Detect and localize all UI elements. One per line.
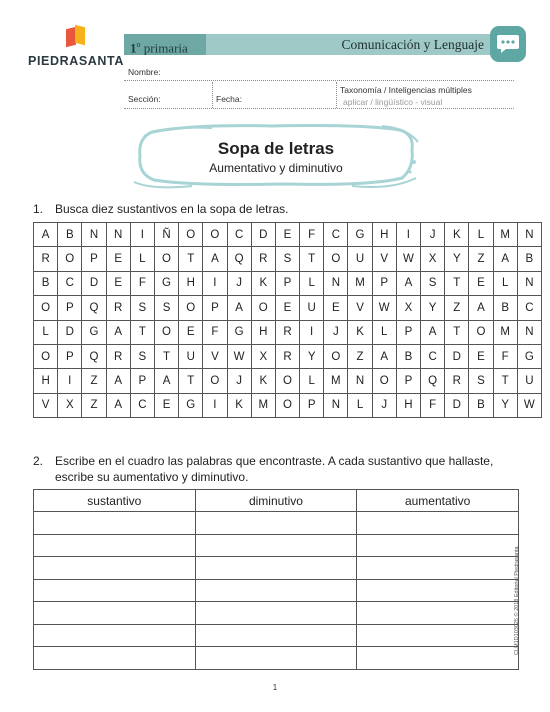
- letter-cell[interactable]: D: [445, 393, 469, 417]
- section-label: Sección:: [128, 94, 161, 104]
- letter-cell[interactable]: V: [348, 296, 372, 320]
- letter-cell[interactable]: L: [493, 271, 517, 295]
- grade-label: [124, 34, 206, 55]
- answer-row: [34, 624, 519, 647]
- grid-row: [34, 369, 542, 393]
- letter-cell[interactable]: H: [179, 271, 203, 295]
- letter-cell[interactable]: S: [130, 344, 154, 368]
- letter-cell[interactable]: K: [445, 223, 469, 247]
- letter-cell[interactable]: A: [106, 369, 130, 393]
- letter-cell[interactable]: O: [372, 369, 396, 393]
- letter-cell[interactable]: D: [251, 223, 275, 247]
- letter-cell[interactable]: M: [324, 369, 348, 393]
- answer-cell[interactable]: [357, 579, 519, 602]
- letter-cell[interactable]: K: [348, 320, 372, 344]
- column-header: sustantivo: [34, 490, 196, 512]
- letter-cell[interactable]: A: [493, 247, 517, 271]
- letter-cell[interactable]: V: [34, 393, 58, 417]
- letter-cell[interactable]: B: [58, 223, 82, 247]
- chat-bubble-icon: [490, 26, 526, 62]
- letter-cell[interactable]: O: [275, 393, 299, 417]
- answer-row: [34, 557, 519, 580]
- letter-cell[interactable]: B: [34, 271, 58, 295]
- letter-cell[interactable]: D: [82, 271, 106, 295]
- letter-cell[interactable]: J: [372, 393, 396, 417]
- answer-row: [34, 602, 519, 625]
- worksheet-title: Sopa de letras: [217, 139, 335, 158]
- worksheet-subtitle: Aumentativo y diminutivo: [209, 161, 343, 175]
- letter-cell[interactable]: N: [517, 223, 541, 247]
- letter-cell[interactable]: E: [179, 320, 203, 344]
- answer-cell[interactable]: [195, 624, 357, 647]
- answer-row: [34, 647, 519, 670]
- letter-cell[interactable]: X: [251, 344, 275, 368]
- letter-cell[interactable]: L: [300, 369, 324, 393]
- answer-cell[interactable]: [357, 512, 519, 535]
- letter-cell[interactable]: G: [154, 271, 178, 295]
- letter-cell[interactable]: B: [469, 393, 493, 417]
- letter-cell[interactable]: O: [58, 247, 82, 271]
- answer-cell[interactable]: [34, 602, 196, 625]
- letter-cell[interactable]: Q: [82, 296, 106, 320]
- letter-cell[interactable]: P: [58, 296, 82, 320]
- letter-cell[interactable]: G: [348, 223, 372, 247]
- exercise-text-line1: Escribe en el cuadro las palabras que encontraste. A cada sustantivo que hallaste,: [55, 454, 494, 468]
- answer-cell[interactable]: [357, 557, 519, 580]
- letter-cell[interactable]: U: [179, 344, 203, 368]
- answer-cell[interactable]: [34, 534, 196, 557]
- letter-cell[interactable]: Ñ: [154, 223, 178, 247]
- column-header: aumentativo: [357, 490, 519, 512]
- letter-cell[interactable]: K: [251, 271, 275, 295]
- answer-cell[interactable]: [195, 602, 357, 625]
- answer-cell[interactable]: [357, 602, 519, 625]
- letter-cell[interactable]: R: [106, 296, 130, 320]
- letter-cell[interactable]: U: [348, 247, 372, 271]
- divider: [336, 82, 337, 108]
- letter-cell[interactable]: X: [421, 247, 445, 271]
- letter-cell[interactable]: O: [275, 369, 299, 393]
- answer-cell[interactable]: [195, 557, 357, 580]
- subject-title: Comunicación y Lenguaje: [341, 37, 484, 52]
- answer-cell[interactable]: [34, 647, 196, 670]
- answer-cell[interactable]: [34, 557, 196, 580]
- answer-cell[interactable]: [34, 512, 196, 535]
- letter-cell[interactable]: P: [372, 271, 396, 295]
- letter-cell[interactable]: S: [421, 271, 445, 295]
- letter-cell[interactable]: I: [130, 223, 154, 247]
- letter-cell[interactable]: F: [493, 344, 517, 368]
- letter-cell[interactable]: O: [154, 320, 178, 344]
- letter-cell[interactable]: G: [227, 320, 251, 344]
- answer-row: [34, 579, 519, 602]
- letter-cell[interactable]: O: [203, 369, 227, 393]
- letter-cell[interactable]: N: [324, 393, 348, 417]
- letter-cell[interactable]: H: [372, 223, 396, 247]
- letter-cell[interactable]: C: [58, 271, 82, 295]
- letter-cell[interactable]: G: [82, 320, 106, 344]
- letter-cell[interactable]: E: [469, 344, 493, 368]
- letter-cell[interactable]: Q: [421, 369, 445, 393]
- letter-cell[interactable]: O: [251, 296, 275, 320]
- letter-cell[interactable]: N: [517, 271, 541, 295]
- letter-cell[interactable]: R: [275, 320, 299, 344]
- copyright-code: CLM1D103025 © 2018 Editorial Piedrasanta: [514, 546, 520, 655]
- letter-cell[interactable]: H: [251, 320, 275, 344]
- letter-cell[interactable]: T: [493, 369, 517, 393]
- letter-cell[interactable]: A: [227, 296, 251, 320]
- column-header: diminutivo: [195, 490, 357, 512]
- grid-row: [34, 344, 542, 368]
- letter-cell[interactable]: M: [493, 320, 517, 344]
- letter-cell[interactable]: C: [227, 223, 251, 247]
- letter-cell[interactable]: P: [58, 344, 82, 368]
- letter-cell[interactable]: H: [34, 369, 58, 393]
- letter-cell[interactable]: R: [106, 344, 130, 368]
- grade-word: primaria: [143, 40, 188, 56]
- name-field[interactable]: [124, 80, 514, 81]
- brand-name: PIEDRASANTA: [28, 54, 124, 68]
- exercise-number: 2.: [33, 454, 44, 468]
- letter-cell[interactable]: R: [34, 247, 58, 271]
- letter-cell[interactable]: P: [130, 369, 154, 393]
- letter-cell[interactable]: O: [154, 247, 178, 271]
- letter-cell[interactable]: E: [106, 271, 130, 295]
- letter-cell[interactable]: N: [106, 223, 130, 247]
- letter-cell[interactable]: J: [227, 369, 251, 393]
- letter-cell[interactable]: E: [275, 223, 299, 247]
- letter-cell[interactable]: P: [396, 369, 420, 393]
- letter-cell[interactable]: O: [179, 223, 203, 247]
- exercise-2-instruction: [33, 453, 493, 485]
- taxonomy-label: Taxonomía / Inteligencias múltiples: [340, 85, 472, 95]
- publisher-logo: [28, 26, 124, 68]
- exercise-text-line2: escribe su aumentativo y diminutivo.: [55, 470, 249, 484]
- letter-cell[interactable]: L: [300, 271, 324, 295]
- letter-cell[interactable]: U: [517, 369, 541, 393]
- grade-number: 1: [130, 40, 137, 56]
- answer-row: [34, 512, 519, 535]
- letter-cell[interactable]: P: [300, 393, 324, 417]
- answer-cell[interactable]: [357, 534, 519, 557]
- letter-cell[interactable]: F: [421, 393, 445, 417]
- letter-cell[interactable]: H: [396, 393, 420, 417]
- date-label: Fecha:: [216, 94, 242, 104]
- exercise-text: Busca diez sustantivos en la sopa de letras.: [55, 202, 289, 216]
- answer-table: [33, 489, 519, 670]
- letter-cell[interactable]: Z: [82, 369, 106, 393]
- letter-cell[interactable]: R: [275, 344, 299, 368]
- letter-cell[interactable]: P: [396, 320, 420, 344]
- letter-cell[interactable]: W: [372, 296, 396, 320]
- letter-cell[interactable]: L: [130, 247, 154, 271]
- grid-row: [34, 247, 542, 271]
- letter-cell[interactable]: O: [203, 223, 227, 247]
- letter-cell[interactable]: Q: [82, 344, 106, 368]
- letter-cell[interactable]: Y: [421, 296, 445, 320]
- letter-cell[interactable]: B: [396, 344, 420, 368]
- letter-cell[interactable]: F: [300, 223, 324, 247]
- letter-cell[interactable]: Y: [300, 344, 324, 368]
- answer-cell[interactable]: [357, 624, 519, 647]
- letter-cell[interactable]: E: [324, 296, 348, 320]
- letter-cell[interactable]: J: [324, 320, 348, 344]
- letter-cell[interactable]: V: [372, 247, 396, 271]
- letter-cell[interactable]: I: [203, 271, 227, 295]
- letter-cell[interactable]: F: [203, 320, 227, 344]
- letter-cell[interactable]: N: [82, 223, 106, 247]
- letter-cell[interactable]: E: [154, 393, 178, 417]
- letter-cell[interactable]: U: [300, 296, 324, 320]
- letter-cell[interactable]: A: [396, 271, 420, 295]
- letter-cell[interactable]: K: [251, 369, 275, 393]
- letter-cell[interactable]: D: [58, 320, 82, 344]
- section-date-field[interactable]: [124, 108, 514, 109]
- letter-cell[interactable]: R: [445, 369, 469, 393]
- letter-cell[interactable]: O: [469, 320, 493, 344]
- letter-cell[interactable]: M: [348, 271, 372, 295]
- letter-cell[interactable]: Z: [82, 393, 106, 417]
- letter-cell[interactable]: P: [275, 271, 299, 295]
- letter-cell[interactable]: A: [106, 393, 130, 417]
- letter-cell[interactable]: A: [106, 320, 130, 344]
- letter-cell[interactable]: O: [179, 296, 203, 320]
- answer-cell[interactable]: [195, 647, 357, 670]
- letter-cell[interactable]: E: [106, 247, 130, 271]
- answer-cell[interactable]: [357, 647, 519, 670]
- letter-cell[interactable]: Z: [469, 247, 493, 271]
- letter-cell[interactable]: A: [203, 247, 227, 271]
- letter-cell[interactable]: E: [275, 296, 299, 320]
- letter-cell[interactable]: T: [179, 369, 203, 393]
- letter-cell[interactable]: O: [324, 247, 348, 271]
- letter-cell[interactable]: W: [517, 393, 541, 417]
- answer-cell[interactable]: [34, 579, 196, 602]
- letter-cell[interactable]: A: [469, 296, 493, 320]
- letter-cell[interactable]: O: [34, 296, 58, 320]
- letter-cell[interactable]: L: [469, 223, 493, 247]
- letter-cell[interactable]: I: [203, 393, 227, 417]
- letter-cell[interactable]: N: [324, 271, 348, 295]
- letter-cell[interactable]: B: [493, 296, 517, 320]
- letter-cell[interactable]: W: [227, 344, 251, 368]
- letter-cell[interactable]: Z: [348, 344, 372, 368]
- letter-cell[interactable]: P: [203, 296, 227, 320]
- exercise-number: 1.: [33, 202, 44, 216]
- letter-cell[interactable]: S: [130, 296, 154, 320]
- exercise-1-instruction: [33, 201, 288, 217]
- letter-cell[interactable]: A: [154, 369, 178, 393]
- letter-cell[interactable]: C: [421, 344, 445, 368]
- letter-cell[interactable]: T: [130, 320, 154, 344]
- letter-cell[interactable]: M: [251, 393, 275, 417]
- logo-book-mark: [28, 26, 124, 52]
- divider: [212, 82, 213, 108]
- letter-cell[interactable]: A: [372, 344, 396, 368]
- letter-cell[interactable]: L: [348, 393, 372, 417]
- letter-cell[interactable]: A: [34, 223, 58, 247]
- letter-cell[interactable]: K: [227, 393, 251, 417]
- letter-cell[interactable]: L: [34, 320, 58, 344]
- grade-subject-bar: [124, 34, 514, 55]
- grade-ordinal: o: [136, 40, 141, 49]
- answer-row: [34, 534, 519, 557]
- letter-cell[interactable]: I: [300, 320, 324, 344]
- letter-cell[interactable]: T: [179, 247, 203, 271]
- letter-cell[interactable]: D: [445, 344, 469, 368]
- title-banner: [132, 120, 420, 192]
- letter-cell[interactable]: C: [517, 296, 541, 320]
- letter-cell[interactable]: X: [58, 393, 82, 417]
- answer-cell[interactable]: [195, 534, 357, 557]
- page-number: 1: [272, 683, 278, 692]
- word-search-grid: [33, 222, 542, 418]
- answer-cell[interactable]: [195, 512, 357, 535]
- letter-cell[interactable]: I: [58, 369, 82, 393]
- letter-cell[interactable]: L: [372, 320, 396, 344]
- letter-cell[interactable]: T: [154, 344, 178, 368]
- grid-row: [34, 393, 542, 417]
- letter-cell[interactable]: R: [251, 247, 275, 271]
- letter-cell[interactable]: O: [324, 344, 348, 368]
- letter-cell[interactable]: T: [300, 247, 324, 271]
- letter-cell[interactable]: W: [396, 247, 420, 271]
- letter-cell[interactable]: S: [275, 247, 299, 271]
- letter-cell[interactable]: M: [493, 223, 517, 247]
- letter-cell[interactable]: A: [421, 320, 445, 344]
- letter-cell[interactable]: C: [324, 223, 348, 247]
- grid-row: [34, 271, 542, 295]
- grid-row: [34, 320, 542, 344]
- letter-cell[interactable]: P: [82, 247, 106, 271]
- letter-cell[interactable]: J: [227, 271, 251, 295]
- letter-cell[interactable]: S: [154, 296, 178, 320]
- letter-cell[interactable]: N: [348, 369, 372, 393]
- letter-cell[interactable]: T: [445, 320, 469, 344]
- letter-cell[interactable]: Z: [445, 296, 469, 320]
- taxonomy-value: aplicar / lingüístico - visual: [343, 97, 443, 107]
- answer-cell[interactable]: [195, 579, 357, 602]
- name-label: Nombre:: [128, 67, 161, 77]
- letter-cell[interactable]: F: [130, 271, 154, 295]
- answer-cell[interactable]: [34, 624, 196, 647]
- letter-cell[interactable]: J: [421, 223, 445, 247]
- letter-cell[interactable]: V: [203, 344, 227, 368]
- letter-cell[interactable]: G: [179, 393, 203, 417]
- letter-cell[interactable]: Q: [227, 247, 251, 271]
- letter-cell[interactable]: G: [517, 344, 541, 368]
- letter-cell[interactable]: X: [396, 296, 420, 320]
- letter-cell[interactable]: C: [130, 393, 154, 417]
- letter-cell[interactable]: E: [469, 271, 493, 295]
- letter-cell[interactable]: Y: [445, 247, 469, 271]
- grid-row: [34, 223, 542, 247]
- letter-cell[interactable]: Y: [493, 393, 517, 417]
- letter-cell[interactable]: B: [517, 247, 541, 271]
- letter-cell[interactable]: T: [445, 271, 469, 295]
- letter-cell[interactable]: N: [517, 320, 541, 344]
- grid-row: [34, 296, 542, 320]
- letter-cell[interactable]: O: [34, 344, 58, 368]
- letter-cell[interactable]: I: [396, 223, 420, 247]
- letter-cell[interactable]: S: [469, 369, 493, 393]
